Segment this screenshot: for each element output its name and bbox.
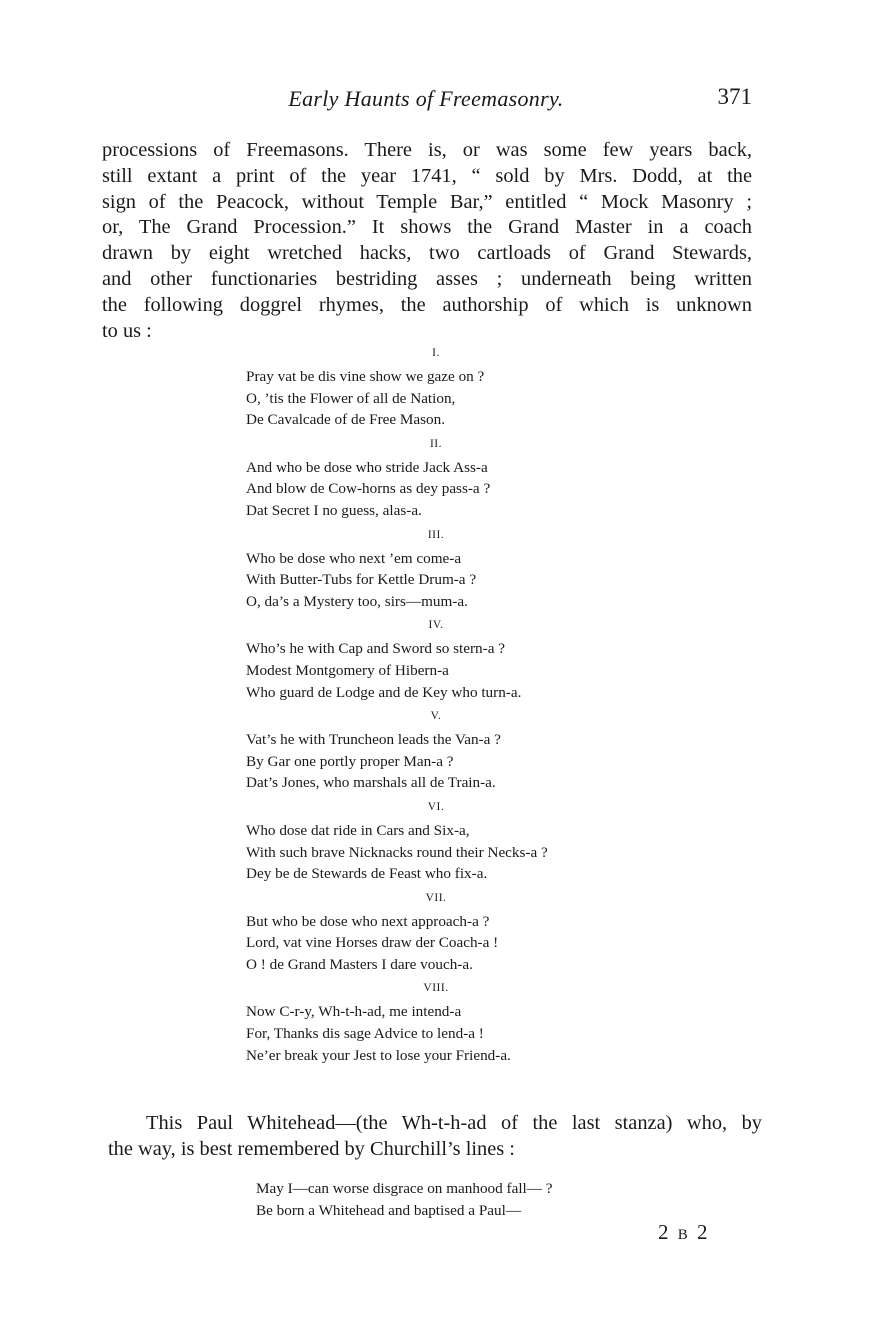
quote-line: Be born a Whitehead and baptised a Paul— xyxy=(256,1201,522,1219)
text-line: the way, is best remembered by Churchill’s lines : xyxy=(108,1138,515,1160)
stanza xyxy=(246,885,666,976)
stanza xyxy=(246,340,666,431)
stanza xyxy=(246,522,666,613)
verse-line: O ! de Grand Masters I dare vouch-a. xyxy=(246,955,473,973)
verse-line: Pray vat be dis vine show we gaze on ? xyxy=(246,368,485,385)
verse-line: For, Thanks dis sage Advice to lend-a ! xyxy=(246,1025,484,1043)
signature-part: 2 xyxy=(697,1220,710,1244)
quote-line: May I—can worse disgrace on manhood fall— ? xyxy=(256,1180,553,1197)
stanza xyxy=(246,612,666,703)
verse-line: Dey be de Stewards de Feast who fix-a. xyxy=(246,865,488,883)
verse-line: And blow de Cow-horns as dey pass-a ? xyxy=(246,480,491,498)
verse-line: And who be dose who stride Jack Ass-a xyxy=(246,458,488,476)
signature-part: B xyxy=(677,1227,690,1243)
verse-line: Who guard de Lodge and de Key who turn-a. xyxy=(246,683,522,701)
verse-line: Vat’s he with Truncheon leads the Van-a ? xyxy=(246,731,501,749)
verse-block xyxy=(246,340,666,1066)
running-title: Early Haunts of Freemasonry. xyxy=(288,86,564,111)
text-line: the following doggrel rhymes, the authorship of which is unknown xyxy=(102,293,752,316)
stanza xyxy=(246,794,666,885)
verse-line: Modest Montgomery of Hibern-a xyxy=(246,661,449,679)
verse-line: Lord, vat vine Horses draw der Coach-a ! xyxy=(246,934,499,952)
stanza-numeral: III. xyxy=(427,528,445,541)
stanza-numeral: II. xyxy=(429,437,443,450)
stanza xyxy=(246,975,666,1066)
stanza xyxy=(246,431,666,522)
text-line: processions of Freemasons. There is, or was some few years back, xyxy=(102,139,752,161)
stanza-numeral: VIII. xyxy=(423,982,449,995)
stanza-numeral: VI. xyxy=(427,800,445,813)
text-line: drawn by eight wretched hacks, two cartloads of Grand Stewards, xyxy=(102,242,752,265)
running-head xyxy=(100,86,752,116)
verse-line: With Butter-Tubs for Kettle Drum-a ? xyxy=(246,571,477,589)
verse-line: By Gar one portly proper Man-a ? xyxy=(246,752,454,770)
text-line: still extant a print of the year 1741, “ sold by Mrs. Dodd, at the xyxy=(102,164,752,187)
verse-line: Now C-r-y, Wh-t-h-ad, me intend-a xyxy=(246,1003,462,1021)
intro-paragraph xyxy=(102,138,752,344)
text-line: or, The Grand Procession.” It shows the Grand Master in a coach xyxy=(102,216,752,239)
text-line: and other functionaries bestriding asses ; underneath being written xyxy=(102,267,752,290)
stanza-numeral: I. xyxy=(432,347,440,359)
verse-line: Dat Secret I no guess, alas-a. xyxy=(246,501,422,519)
text-line: to us : xyxy=(102,319,152,342)
stanza xyxy=(246,703,666,794)
verse-line: Ne’er break your Jest to lose your Friend-a. xyxy=(246,1046,511,1064)
verse-line: With such brave Nicknacks round their Necks-a ? xyxy=(246,843,548,861)
page-number: 371 xyxy=(717,84,752,109)
closing-paragraph xyxy=(108,1110,762,1162)
verse-line: But who be dose who next approach-a ? xyxy=(246,912,490,930)
verse-line: O, da’s a Mystery too, sirs—mum-a. xyxy=(246,592,468,610)
text-line: This Paul Whitehead—(the Wh-t-h-ad of the last stanza) who, by xyxy=(146,1112,762,1134)
verse-line: O, ’tis the Flower of all de Nation, xyxy=(246,389,456,407)
verse-line: De Cavalcade of de Free Mason. xyxy=(246,411,446,429)
signature-mark xyxy=(658,1220,710,1245)
verse-line: Who’s he with Cap and Sword so stern-a ? xyxy=(246,640,505,658)
stanza-numeral: VII. xyxy=(425,891,447,904)
stanza-numeral: IV. xyxy=(428,619,444,632)
text-line: sign of the Peacock, without Temple Bar,” entitled “ Mock Masonry ; xyxy=(102,190,752,213)
verse-line: Dat’s Jones, who marshals all de Train-a. xyxy=(246,774,496,792)
signature-part: 2 xyxy=(658,1220,671,1244)
churchill-quote xyxy=(256,1178,676,1221)
stanza-numeral: V. xyxy=(430,710,442,723)
verse-line: Who be dose who next ’em come-a xyxy=(246,549,462,567)
verse-line: Who dose dat ride in Cars and Six-a, xyxy=(246,821,470,839)
